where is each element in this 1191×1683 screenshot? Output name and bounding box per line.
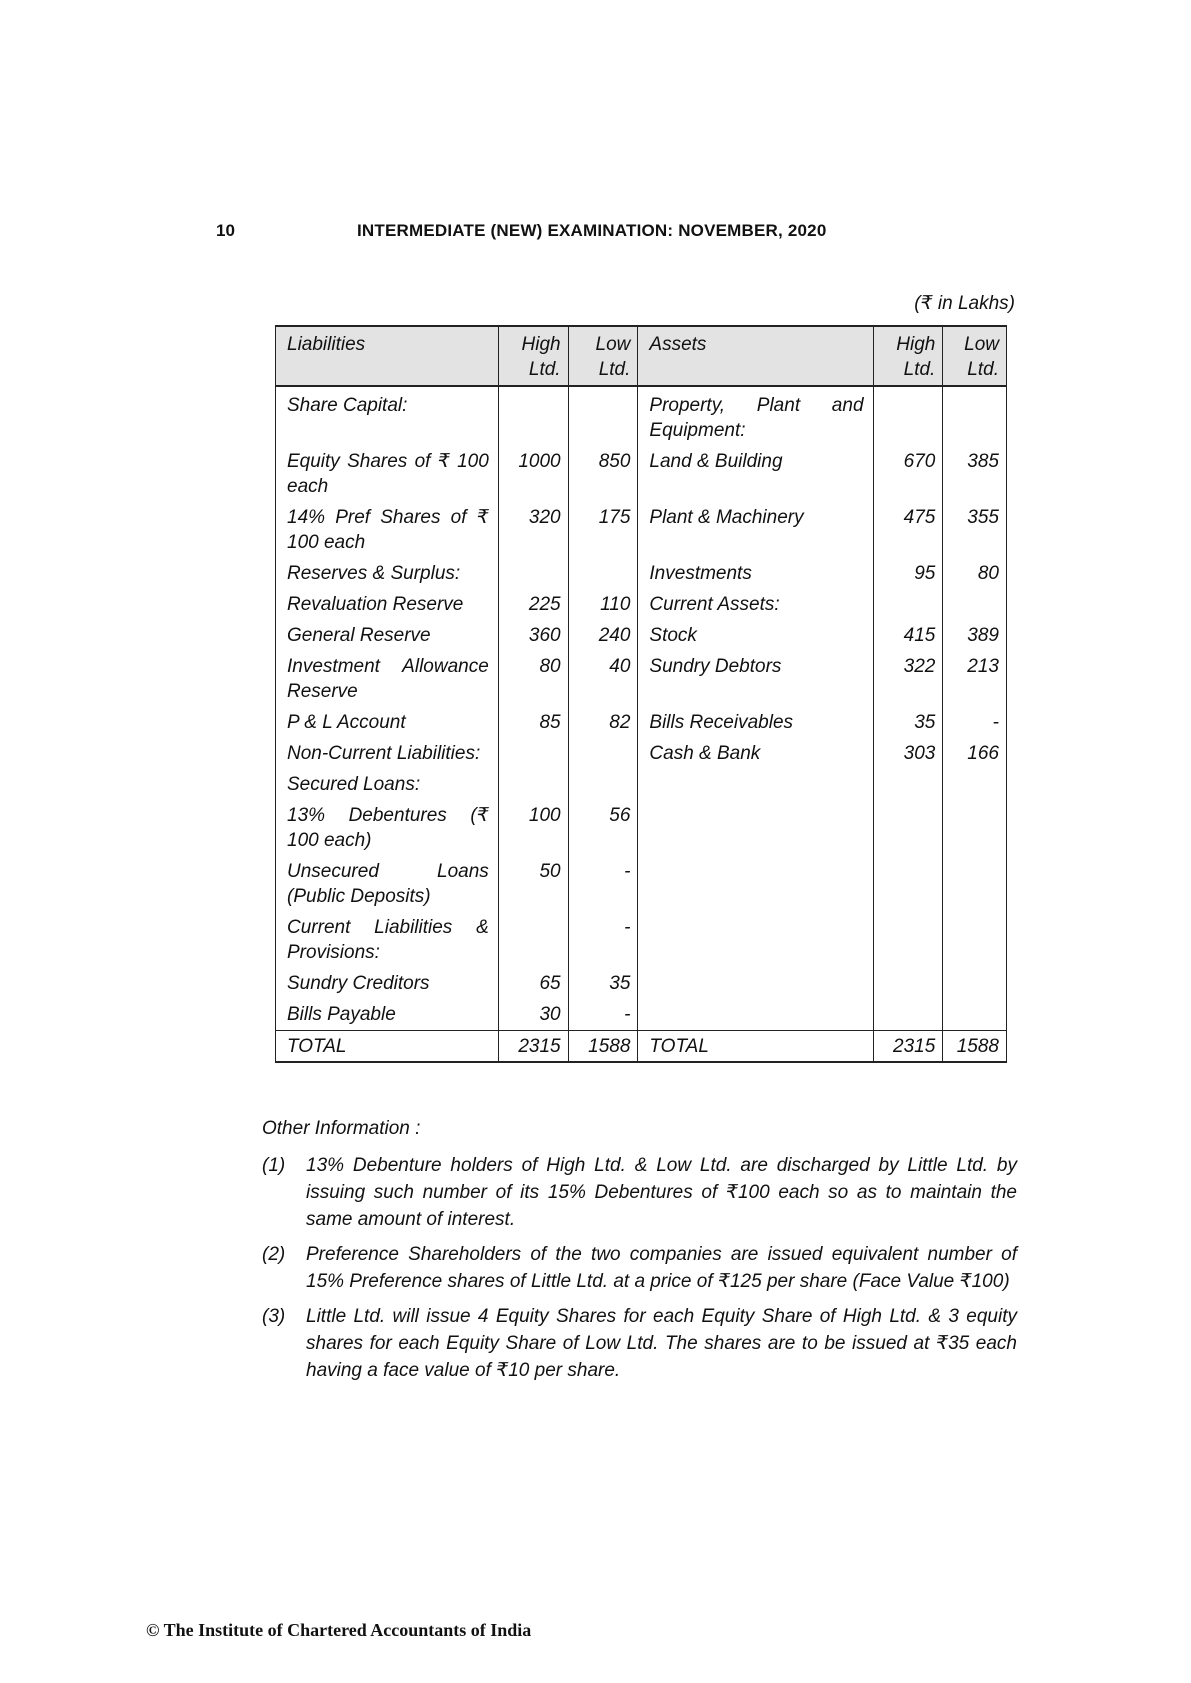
asset-low: 80 [943,558,1007,589]
asset-low: 385 [943,446,1007,502]
table-row [276,558,1007,589]
liability-high: 80 [498,651,568,707]
list-item-text: Preference Shareholders of the two companies are issued equivalent number of 15% Preference shares of Little Ltd. at a price of ₹125 per share (Face Value ₹100) [306,1244,1017,1292]
asset-label [638,968,873,999]
asset-low [943,912,1007,968]
page-title: INTERMEDIATE (NEW) EXAMINATION: NOVEMBER, 2020 [357,221,827,240]
asset-high: 322 [873,651,943,707]
table-header-row [276,326,1007,386]
asset-label [638,999,873,1031]
list-item-text: 13% Debenture holders of High Ltd. & Low Ltd. are discharged by Little Ltd. by issuing such number of its 15% Debentures of ₹100 each so as to maintain the same amount of interest. [306,1155,1017,1230]
liability-label: 14% Pref Shares of ₹ 100 each [276,502,499,558]
liability-low: - [568,999,638,1031]
liability-label: Reserves & Surplus: [276,558,499,589]
page-number: 10 [216,221,235,240]
list-item-number: (1) [262,1155,286,1176]
liability-label: Secured Loans: [276,769,499,800]
asset-low [943,856,1007,912]
unit-note: (₹ in Lakhs) [914,293,1015,314]
list-item-number: (3) [262,1306,286,1327]
table-row [276,651,1007,707]
liability-high: 100 [498,800,568,856]
liability-high: 320 [498,502,568,558]
asset-high: 35 [873,707,943,738]
liability-high: 225 [498,589,568,620]
asset-label: Land & Building [638,446,873,502]
total-low: 1588 [568,1031,638,1063]
asset-high [873,386,943,446]
liability-low: 40 [568,651,638,707]
liability-high [498,769,568,800]
liability-label: General Reserve [276,620,499,651]
liability-low [568,558,638,589]
liability-high [498,386,568,446]
liability-low: 240 [568,620,638,651]
liability-low: 110 [568,589,638,620]
asset-low [943,999,1007,1031]
list-item-text: Little Ltd. will issue 4 Equity Shares for each Equity Share of High Ltd. & 3 equity shares for each Equity Share of Low Ltd. The shares are to be issued at ₹35 each having a face value of ₹10 per share. [306,1306,1017,1381]
asset-label: Sundry Debtors [638,651,873,707]
asset-low [943,589,1007,620]
total-row [276,1031,1007,1063]
liability-label: Share Capital: [276,386,499,446]
asset-low: 389 [943,620,1007,651]
asset-high: 670 [873,446,943,502]
table-row [276,386,1007,446]
liability-label: Current Liabilities & Provisions: [276,912,499,968]
asset-label: Investments [638,558,873,589]
asset-low: - [943,707,1007,738]
list-item-number: (2) [262,1244,286,1265]
asset-high: 95 [873,558,943,589]
table-row [276,800,1007,856]
liability-high [498,738,568,769]
table-row [276,769,1007,800]
asset-label [638,856,873,912]
asset-low: 166 [943,738,1007,769]
table-row [276,912,1007,968]
liability-label: Unsecured Loans (Public Deposits) [276,856,499,912]
table-row [276,999,1007,1031]
table-row [276,856,1007,912]
asset-high [873,912,943,968]
total-high: 2315 [498,1031,568,1063]
liability-label: 13% Debentures (₹ 100 each) [276,800,499,856]
liability-high: 360 [498,620,568,651]
liability-low: 56 [568,800,638,856]
asset-label [638,912,873,968]
liability-low: 82 [568,707,638,738]
liability-high: 50 [498,856,568,912]
asset-high: 475 [873,502,943,558]
table-row [276,446,1007,502]
total-label: TOTAL [276,1031,499,1063]
footer-copyright: © The Institute of Chartered Accountants of India [146,1620,532,1640]
asset-low [943,769,1007,800]
liability-label: Bills Payable [276,999,499,1031]
other-information-list [262,1152,1017,1392]
total-assets-low: 1588 [943,1031,1007,1063]
list-item [262,1152,1017,1233]
list-item [262,1241,1017,1295]
liability-high: 65 [498,968,568,999]
asset-high [873,999,943,1031]
asset-label [638,769,873,800]
liability-low: - [568,856,638,912]
liability-label: Equity Shares of ₹ 100 each [276,446,499,502]
liability-low [568,738,638,769]
assets-high-ltd-header: High Ltd. [873,326,943,386]
table-row [276,589,1007,620]
table-row [276,707,1007,738]
liabilities-header: Liabilities [276,326,499,386]
table-row [276,738,1007,769]
asset-high [873,968,943,999]
liability-label: Sundry Creditors [276,968,499,999]
asset-low [943,386,1007,446]
other-information-heading: Other Information : [262,1118,421,1139]
asset-high: 303 [873,738,943,769]
asset-low: 213 [943,651,1007,707]
high-ltd-header: High Ltd. [498,326,568,386]
asset-high [873,856,943,912]
asset-high [873,769,943,800]
liability-label: Revaluation Reserve [276,589,499,620]
liability-high: 85 [498,707,568,738]
asset-high [873,589,943,620]
asset-high [873,800,943,856]
liability-low: 175 [568,502,638,558]
liability-low [568,769,638,800]
table-row [276,502,1007,558]
liability-high [498,912,568,968]
asset-low [943,800,1007,856]
asset-low: 355 [943,502,1007,558]
asset-label: Current Assets: [638,589,873,620]
liability-low: 850 [568,446,638,502]
liability-label: P & L Account [276,707,499,738]
liability-label: Investment Allowance Reserve [276,651,499,707]
asset-label: Plant & Machinery [638,502,873,558]
assets-low-ltd-header: Low Ltd. [943,326,1007,386]
asset-low [943,968,1007,999]
asset-high: 415 [873,620,943,651]
asset-label: Bills Receivables [638,707,873,738]
assets-header: Assets [638,326,873,386]
table-row [276,620,1007,651]
liability-low: 35 [568,968,638,999]
asset-label: Property, Plant and Equipment: [638,386,873,446]
liability-label: Non-Current Liabilities: [276,738,499,769]
liability-high [498,558,568,589]
liability-low [568,386,638,446]
asset-label [638,800,873,856]
table-row [276,968,1007,999]
list-item [262,1303,1017,1384]
liability-low: - [568,912,638,968]
low-ltd-header: Low Ltd. [568,326,638,386]
asset-label: Cash & Bank [638,738,873,769]
total-assets-label: TOTAL [638,1031,873,1063]
asset-label: Stock [638,620,873,651]
table-body [276,386,1007,1031]
liability-high: 30 [498,999,568,1031]
liability-high: 1000 [498,446,568,502]
total-assets-high: 2315 [873,1031,943,1063]
balance-sheet-table [275,325,1007,1063]
